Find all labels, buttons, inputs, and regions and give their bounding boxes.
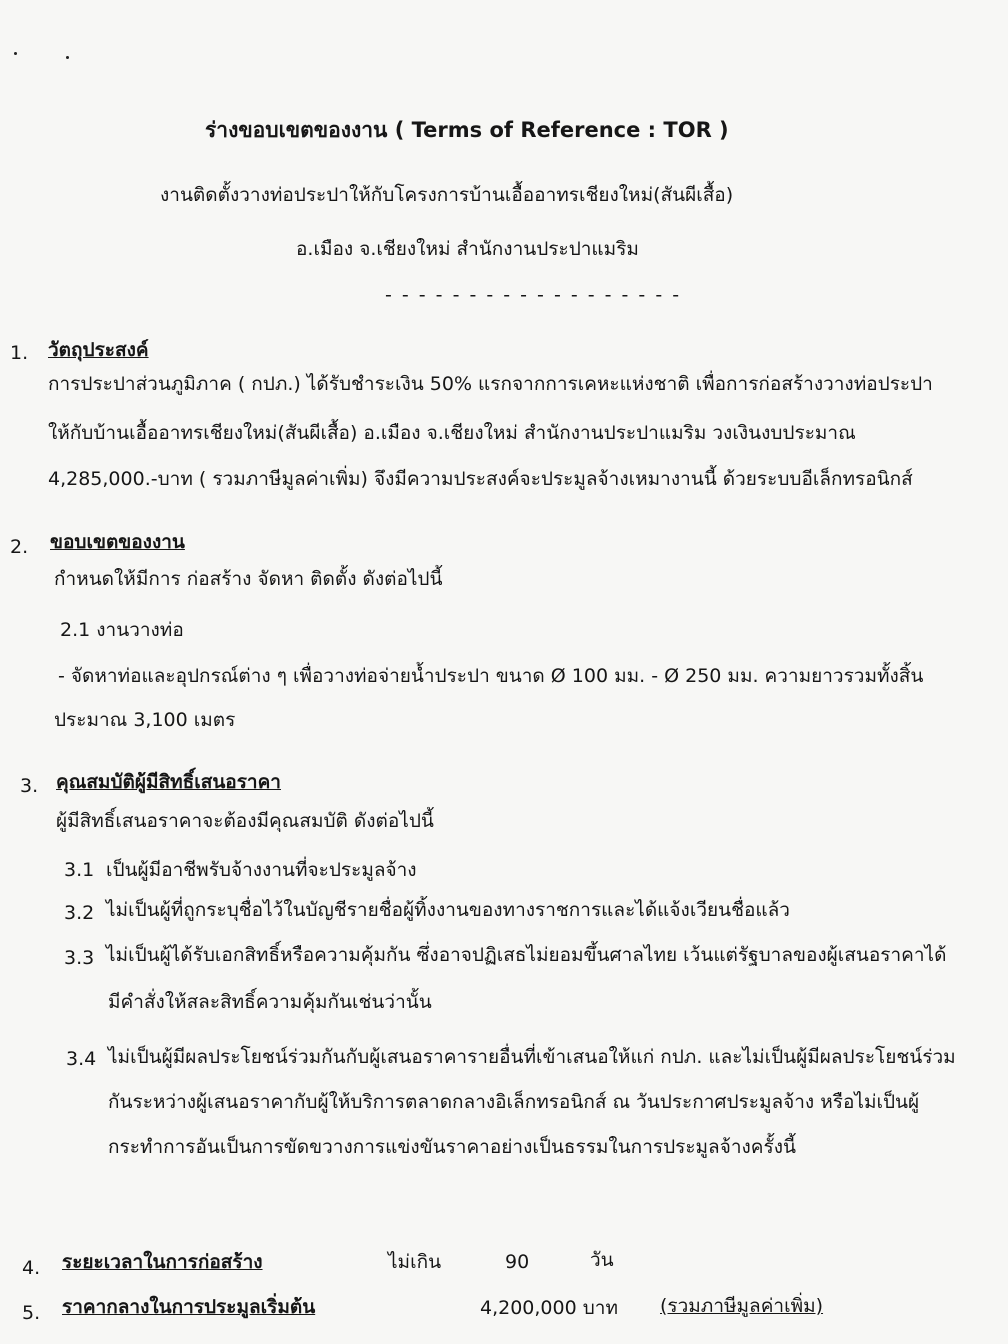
- project-subtitle: งานติดตั้งวางท่อประปาให้กับโครงการบ้านเอื้ออาทรเชียงใหม่(สันผีเสื้อ): [160, 184, 734, 206]
- section-2-subheading: 2.1 งานวางท่อ: [60, 619, 184, 641]
- section-4-number: 4.: [22, 1257, 41, 1279]
- item-3-1-text: เป็นผู้มีอาชีพรับจ้างงานที่จะประมูลจ้าง: [106, 859, 417, 881]
- section-2-text-line: ประมาณ 3,100 เมตร: [54, 709, 236, 731]
- section-1-heading: วัตถุประสงค์: [48, 339, 149, 361]
- section-3-number: 3.: [20, 775, 39, 797]
- section-2-text-line: - จัดหาท่อและอุปกรณ์ต่าง ๆ เพื่อวางท่อจ่ายน้ำประปา ขนาด Ø 100 มม. - Ø 250 มม. ความยาวรวมทั้งสิ้น: [58, 665, 924, 687]
- section-3-heading: คุณสมบัติผู้มีสิทธิ์เสนอราคา: [56, 771, 281, 793]
- section-5-heading: ราคากลางในการประมูลเริ่มต้น: [62, 1296, 316, 1318]
- item-3-4-text-line: กระทำการอันเป็นการขัดขวางการแข่งขันราคาอย่างเป็นธรรมในการประมูลจ้างครั้งนี้: [108, 1136, 796, 1158]
- reference-price-value: 4,200,000 บาท: [480, 1297, 618, 1319]
- reference-price-note: (รวมภาษีมูลค่าเพิ่ม): [660, 1295, 824, 1317]
- item-3-2-number: 3.2: [64, 902, 95, 924]
- item-3-4-number: 3.4: [66, 1048, 97, 1070]
- section-2-heading: ขอบเขตของงาน: [50, 531, 185, 553]
- location-subtitle: อ.เมือง จ.เชียงใหม่ สำนักงานประปาแมริม: [296, 238, 639, 260]
- construction-days-value: 90: [505, 1251, 530, 1273]
- document-title: ร่างขอบเขตของงาน ( Terms of Reference : TOR ): [205, 118, 729, 142]
- section-5-number: 5.: [22, 1302, 41, 1324]
- item-3-1-number: 3.1: [64, 859, 95, 881]
- section-1-text-line: 4,285,000.-บาท ( รวมภาษีมูลค่าเพิ่ม) จึงมีความประสงค์จะประมูลจ้างเหมางานนี้ ด้วยระบบอีเล็กทรอนิกส์: [48, 468, 913, 490]
- section-1-text-line: ให้กับบ้านเอื้ออาทรเชียงใหม่(สันผีเสื้อ) อ.เมือง จ.เชียงใหม่ สำนักงานประปาแมริม วงเงินงบประมาณ: [48, 422, 856, 444]
- section-2-intro: กำหนดให้มีการ ก่อสร้าง จัดหา ติดตั้ง ดังต่อไปนี้: [54, 568, 443, 590]
- section-4-heading: ระยะเวลาในการก่อสร้าง: [62, 1251, 263, 1273]
- construction-days-unit: วัน: [590, 1249, 614, 1271]
- scan-speck: [66, 56, 69, 59]
- item-3-3-text-line: มีคำสั่งให้สละสิทธิ์ความคุ้มกันเช่นว่านั้น: [108, 991, 432, 1013]
- section-2-number: 2.: [10, 536, 29, 558]
- title-separator: - - - - - - - - - - - - - - - - - -: [385, 284, 682, 306]
- item-3-4-text-line: กันระหว่างผู้เสนอราคากับผู้ให้บริการตลาดกลางอิเล็กทรอนิกส์ ณ วันประกาศประมูลจ้าง หรือไม่เป็นผู้: [108, 1091, 920, 1113]
- item-3-4-text-line: ไม่เป็นผู้มีผลประโยชน์ร่วมกันกับผู้เสนอราคารายอื่นที่เข้าเสนอให้แก่ กปภ. และไม่เป็นผู้มีผลประโยชน์ร่วม: [108, 1046, 956, 1068]
- section-3-intro: ผู้มีสิทธิ์เสนอราคาจะต้องมีคุณสมบัติ ดังต่อไปนี้: [56, 810, 434, 832]
- item-3-3-text-line: ไม่เป็นผู้ได้รับเอกสิทธิ์หรือความคุ้มกัน ซึ่งอาจปฏิเสธไม่ยอมขึ้นศาลไทย เว้นแต่รัฐบาลของผู้เสนอราคาได้: [106, 944, 947, 966]
- section-1-text-line: การประปาส่วนภูมิภาค ( กปภ.) ได้รับชำระเงิน 50% แรกจากการเคหะแห่งชาติ เพื่อการก่อสร้างวางท่อประปา: [48, 373, 933, 395]
- item-3-2-text: ไม่เป็นผู้ที่ถูกระบุชื่อไว้ในบัญชีรายชื่อผู้ทิ้งงานของทางราชการและได้แจ้งเวียนชื่อแล้ว: [106, 899, 790, 921]
- item-3-3-number: 3.3: [64, 947, 95, 969]
- section-1-number: 1.: [10, 342, 29, 364]
- scan-speck: [14, 52, 17, 55]
- construction-limit-label: ไม่เกิน: [388, 1251, 442, 1273]
